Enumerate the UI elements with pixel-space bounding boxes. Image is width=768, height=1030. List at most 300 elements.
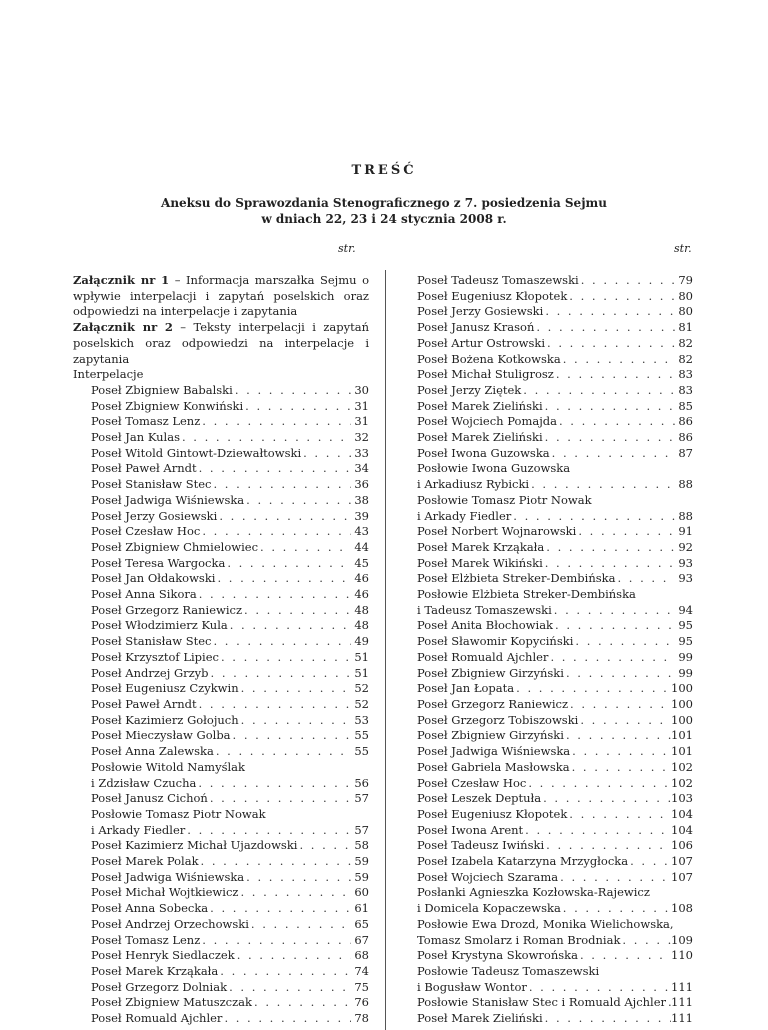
dot-leader <box>567 289 675 305</box>
toc-entry <box>73 933 369 949</box>
toc-entry <box>417 791 693 807</box>
toc-entry <box>417 383 693 399</box>
dot-leader <box>554 367 675 383</box>
dot-leader <box>553 618 675 634</box>
toc-entry-name: Poseł Zbigniew Konwiński <box>91 398 244 413</box>
toc-entry-page: 59 <box>354 854 369 869</box>
subtitle-line-1: Aneksu do Sprawozdania Stenograficznego z 7. posiedzenia Sejmu <box>161 196 607 210</box>
toc-entry-page: 51 <box>354 649 369 664</box>
toc-entry <box>417 666 693 682</box>
toc-entry-page: 49 <box>354 634 369 649</box>
toc-entry-name: Poseł Michał Stuligrosz <box>417 367 554 382</box>
page-column-header-left: str. <box>338 242 356 255</box>
toc-entry-page: 60 <box>354 885 369 900</box>
toc-entry-page: 86 <box>678 430 693 445</box>
toc-entry-name: Poseł Marek Zieliński <box>417 430 543 445</box>
annex-paragraph <box>73 320 369 367</box>
toc-entry <box>417 980 693 996</box>
toc-entry-name: i Arkady Fiedler <box>91 822 186 837</box>
toc-entry-name: i Tadeusz Tomaszewski <box>417 602 552 617</box>
toc-entry-page: 52 <box>354 681 369 696</box>
toc-entry-name: Poseł Janusz Cichoń <box>91 791 208 806</box>
toc-entry <box>417 854 693 870</box>
toc-entry <box>73 571 369 587</box>
toc-entry <box>417 273 693 289</box>
toc-entry-page: 55 <box>354 728 369 743</box>
toc-entry-page: 38 <box>354 492 369 507</box>
toc-entry-page: 101 <box>671 744 693 759</box>
toc-entry <box>73 776 369 792</box>
toc-entry-page: 30 <box>354 382 369 397</box>
toc-entry <box>73 509 369 525</box>
toc-entry-page: 52 <box>354 696 369 711</box>
dot-leader <box>568 697 671 713</box>
toc-entry-page: 107 <box>671 869 693 884</box>
toc-entry <box>73 713 369 729</box>
toc-entry <box>417 634 693 650</box>
page-column-header-right: str. <box>674 242 692 255</box>
toc-entry-name: Poseł Grzegorz Raniewicz <box>417 696 569 711</box>
toc-entry <box>73 603 369 619</box>
toc-entry <box>417 336 693 352</box>
toc-entry <box>417 807 693 823</box>
toc-entry-name: Poseł Krzysztof Lipiec <box>91 649 219 664</box>
toc-entry-name: Poseł Tadeusz Tomaszewski <box>417 273 579 287</box>
toc-entry-name: Poseł Marek Wikiński <box>417 555 543 570</box>
toc-entry-name: Poseł Romuald Ajchler <box>417 649 549 664</box>
toc-entry <box>73 430 369 446</box>
toc-entry-name: Poseł Kazimierz Michał Ujazdowski <box>91 838 298 853</box>
toc-entry-page: 51 <box>354 665 369 680</box>
toc-entry-name: Poseł Tomasz Lenz <box>91 932 201 947</box>
toc-entry-name: Poseł Czesław Hoc <box>417 775 527 790</box>
toc-entry-name: Poseł Gabriela Masłowska <box>417 759 570 774</box>
toc-entry <box>417 681 693 697</box>
toc-entry <box>417 461 693 477</box>
toc-entry <box>417 838 693 854</box>
toc-entry-page: 91 <box>678 524 693 539</box>
toc-entry-name: Poseł Tomasz Lenz <box>91 414 201 429</box>
toc-entry-name: Poseł Romuald Ajchler <box>91 1011 223 1026</box>
dot-leader <box>238 885 351 901</box>
dot-leader <box>225 556 351 572</box>
toc-entry-page: 82 <box>678 335 693 350</box>
toc-entry-name: Poseł Włodzimierz Kula <box>91 618 228 633</box>
toc-entry-name: Poseł Jadwiga Wiśniewska <box>91 492 245 507</box>
dot-leader <box>233 383 351 399</box>
toc-entry <box>417 885 693 901</box>
toc-entry-name: Poseł Artur Ostrowski <box>417 335 546 350</box>
toc-entry <box>73 697 369 713</box>
dot-leader <box>521 383 675 399</box>
toc-entry <box>417 367 693 383</box>
dot-leader <box>544 838 671 854</box>
toc-entry <box>417 524 693 540</box>
toc-entry-name: Poseł Zbigniew Girzyński <box>417 728 564 743</box>
toc-entry-name: Poseł Izabela Katarzyna Mrzygłocka <box>417 854 629 869</box>
dot-leader <box>200 524 351 540</box>
dot-leader <box>301 446 351 462</box>
dot-leader <box>219 650 351 666</box>
dot-leader <box>541 791 671 807</box>
toc-entry-page: 83 <box>678 382 693 397</box>
toc-entry <box>73 948 369 964</box>
toc-entry <box>73 681 369 697</box>
toc-entry-name: Poseł Krystyna Skowrońska <box>417 948 578 963</box>
dot-leader <box>523 823 671 839</box>
annex-label: Załącznik nr 1 <box>73 273 170 287</box>
toc-entry-name: Poseł Jan Kulas <box>91 430 180 445</box>
dot-leader <box>620 933 671 949</box>
toc-entry-name: Posłowie Witold Namyślak <box>91 759 245 774</box>
toc-entry <box>417 509 693 525</box>
toc-entry <box>73 634 369 650</box>
toc-entry <box>417 304 693 320</box>
document-subtitle <box>0 195 768 227</box>
toc-entry <box>73 493 369 509</box>
toc-entry <box>417 352 693 368</box>
toc-entry <box>73 854 369 870</box>
toc-entry <box>417 823 693 839</box>
toc-entry <box>73 964 369 980</box>
dot-leader <box>558 870 671 886</box>
toc-entry-name: Poseł Jadwiga Wiśniewska <box>91 869 245 884</box>
toc-entry <box>73 618 369 634</box>
toc-entry <box>73 980 369 996</box>
toc-entry-name: Poseł Sławomir Kopyciński <box>417 634 574 649</box>
dot-leader <box>578 948 671 964</box>
page-title: TREŚĆ <box>351 163 417 178</box>
dot-leader <box>197 461 351 477</box>
toc-entry-page: 31 <box>354 398 369 413</box>
dot-leader <box>543 304 675 320</box>
dot-leader <box>557 414 675 430</box>
dot-leader <box>244 493 351 509</box>
dot-leader <box>514 681 671 697</box>
toc-entry <box>73 760 369 776</box>
column-divider <box>385 270 386 1030</box>
toc-entry-page: 46 <box>354 571 369 586</box>
toc-entry-name: Posłowie Tomasz Piotr Nowak <box>91 806 266 821</box>
toc-entry <box>417 603 693 619</box>
toc-entries-right <box>417 273 693 1027</box>
toc-entry-page: 111 <box>671 979 693 994</box>
toc-entry-name: Posłowie Iwona Guzowska <box>417 461 571 476</box>
toc-entry-page: 100 <box>671 712 693 727</box>
toc-entry <box>73 524 369 540</box>
dot-leader <box>231 728 351 744</box>
toc-entry-name: Poseł Marek Zieliński <box>417 398 543 413</box>
toc-entry-page: 80 <box>678 304 693 319</box>
toc-entry-name: Poseł Henryk Siedlaczek <box>91 948 235 963</box>
toc-entry <box>417 697 693 713</box>
toc-entry-name: Poseł Bożena Kotkowska <box>417 351 561 366</box>
toc-entry <box>417 933 693 949</box>
dot-leader <box>526 776 671 792</box>
dot-leader <box>200 414 351 430</box>
toc-entry <box>417 917 693 933</box>
dot-leader <box>511 509 675 525</box>
toc-entry-name: Poseł Marek Krząkała <box>91 963 219 978</box>
toc-entry-page: 80 <box>678 288 693 303</box>
dot-leader <box>208 791 351 807</box>
toc-entry-page: 93 <box>678 571 693 586</box>
toc-left-column <box>73 273 369 1027</box>
toc-entry-name: Posłowie Stanisław Stec i Romuald Ajchler <box>417 995 667 1010</box>
annex-text: – Teksty interpelacji i zapytań poselskich oraz odpowiedzi na interpelacje i zapytania <box>73 320 369 366</box>
dot-leader <box>235 948 351 964</box>
toc-entry-page: 94 <box>678 602 693 617</box>
toc-entry <box>417 744 693 760</box>
dot-leader <box>197 697 351 713</box>
dot-leader <box>561 901 671 917</box>
toc-entry-name: Poseł Kazimierz Gołojuch <box>91 712 239 727</box>
toc-entry-page: 55 <box>354 744 369 759</box>
toc-entry <box>417 556 693 572</box>
annex-paragraph <box>73 273 369 320</box>
dot-leader <box>185 823 351 839</box>
annex-text: – Informacja marszałka Sejmu o wpływie interpelacji i zapytań poselskich oraz odpowiedzi na interpelacje i zapytania <box>73 273 370 319</box>
toc-entry-page: 100 <box>671 696 693 711</box>
toc-entry <box>417 540 693 556</box>
toc-entry <box>417 760 693 776</box>
toc-entry-page: 48 <box>354 618 369 633</box>
toc-entry-page: 48 <box>354 602 369 617</box>
toc-entry-name: Poseł Jan Łopata <box>417 681 515 696</box>
dot-leader <box>544 540 675 556</box>
dot-leader <box>564 728 671 744</box>
toc-entries-left <box>73 383 369 1027</box>
toc-entry-page: 86 <box>678 414 693 429</box>
dot-leader <box>564 666 675 682</box>
dot-leader <box>208 901 351 917</box>
toc-entry-page: 79 <box>678 273 693 287</box>
toc-entry-page: 34 <box>354 461 369 476</box>
toc-entry-name: Poseł Leszek Deptuła <box>417 791 542 806</box>
toc-entry-page: 95 <box>678 618 693 633</box>
dot-leader <box>196 776 351 792</box>
toc-entry <box>73 744 369 760</box>
toc-entry-name: Poseł Marek Polak <box>91 854 199 869</box>
toc-entry-name: Poseł Paweł Arndt <box>91 696 197 711</box>
toc-entry-name: Posłowie Tadeusz Tomaszewski <box>417 963 600 978</box>
dot-leader <box>548 650 675 666</box>
toc-entry-name: Poseł Grzegorz Dolniak <box>91 979 228 994</box>
toc-entry <box>417 571 693 587</box>
dot-leader <box>258 540 351 556</box>
toc-entry <box>73 901 369 917</box>
toc-entry-page: 81 <box>678 320 693 335</box>
toc-entry <box>417 1011 693 1027</box>
toc-entry-name: Poseł Jerzy Gosiewski <box>91 508 218 523</box>
toc-entry-name: i Bogusław Wontor <box>417 979 527 994</box>
toc-entry <box>417 901 693 917</box>
toc-entry-page: 99 <box>678 649 693 664</box>
toc-entry-name: Posłowie Ewa Drozd, Monika Wielichowska, <box>417 916 674 931</box>
toc-entry-name: Poseł Zbigniew Chmielowiec <box>91 539 259 554</box>
toc-entry <box>417 728 693 744</box>
toc-entry <box>417 399 693 415</box>
dot-leader <box>200 933 351 949</box>
toc-entry-page: 110 <box>671 948 693 963</box>
toc-entry <box>73 556 369 572</box>
toc-entry-name: i Arkadiusz Rybicki <box>417 477 530 492</box>
toc-entry-page: 85 <box>678 398 693 413</box>
toc-entry <box>73 446 369 462</box>
dot-leader <box>199 854 351 870</box>
toc-entry-name: Poseł Tadeusz Iwiński <box>417 838 545 853</box>
toc-entry-page: 78 <box>354 1011 369 1026</box>
toc-entry-page: 82 <box>678 351 693 366</box>
toc-entry-page: 99 <box>678 665 693 680</box>
dot-leader <box>244 870 351 886</box>
toc-entry-name: Poseł Eugeniusz Czykwin <box>91 681 239 696</box>
toc-entry-name: Posłanki Agnieszka Kozłowska-Rajewicz <box>417 885 650 900</box>
toc-entry-page: 43 <box>354 524 369 539</box>
dot-leader <box>243 399 351 415</box>
toc-entry <box>73 870 369 886</box>
toc-entry <box>73 791 369 807</box>
toc-entry <box>417 320 693 336</box>
toc-entry-name: i Arkady Fiedler <box>417 508 512 523</box>
toc-entry-page: 107 <box>671 854 693 869</box>
toc-entry-page: 46 <box>354 587 369 602</box>
toc-entry-page: 102 <box>671 759 693 774</box>
dot-leader <box>578 713 671 729</box>
toc-entry-page: 61 <box>354 901 369 916</box>
toc-entry <box>73 1011 369 1027</box>
dot-leader <box>249 917 351 933</box>
toc-entry-page: 111 <box>671 1011 693 1026</box>
toc-entry <box>73 540 369 556</box>
dot-leader <box>297 838 351 854</box>
dot-leader <box>222 1011 351 1027</box>
toc-entry-name: Poseł Grzegorz Raniewicz <box>91 602 243 617</box>
dot-leader <box>242 603 351 619</box>
toc-entry-name: Poseł Anita Błochowiak <box>417 618 554 633</box>
toc-entry-page: 53 <box>354 712 369 727</box>
toc-entry-name: Poseł Zbigniew Girzyński <box>417 665 564 680</box>
toc-entry-page: 106 <box>671 838 693 853</box>
toc-entry <box>73 728 369 744</box>
dot-leader <box>214 744 351 760</box>
toc-entry-name: Poseł Jerzy Gosiewski <box>417 304 544 319</box>
toc-entry-name: Poseł Eugeniusz Kłopotek <box>417 806 568 821</box>
toc-entry-name: Poseł Andrzej Grzyb <box>91 665 209 680</box>
toc-entry <box>73 587 369 603</box>
toc-entry <box>417 493 693 509</box>
toc-entry-name: Poseł Janusz Krasoń <box>417 320 535 335</box>
toc-entry <box>73 807 369 823</box>
toc-entry-name: Poseł Jan Ołdakowski <box>91 571 216 586</box>
toc-entry-page: 88 <box>678 477 693 492</box>
toc-entry-name: Poseł Mieczysław Golba <box>91 728 231 743</box>
toc-entry-name: Poseł Anna Sobecka <box>91 901 209 916</box>
toc-entry <box>73 383 369 399</box>
toc-entry-name: Poseł Grzegorz Tobiszowski <box>417 712 579 727</box>
toc-entry-name: Poseł Norbert Wojnarowski <box>417 524 577 539</box>
toc-entry <box>417 618 693 634</box>
toc-entry-page: 103 <box>671 791 693 806</box>
dot-leader <box>543 1011 671 1027</box>
toc-entry-name: Poseł Elżbieta Streker-Dembińska <box>417 571 616 586</box>
dot-leader <box>543 399 675 415</box>
dot-leader <box>252 995 351 1011</box>
toc-entry <box>417 477 693 493</box>
toc-entry-name: Poseł Zbigniew Matuszczak <box>91 995 253 1010</box>
toc-entry <box>417 650 693 666</box>
toc-entry <box>73 477 369 493</box>
toc-entry <box>417 713 693 729</box>
dot-leader <box>217 509 351 525</box>
toc-entry-page: 39 <box>354 508 369 523</box>
toc-entry-page: 31 <box>354 414 369 429</box>
toc-entry-name: Poseł Paweł Arndt <box>91 461 197 476</box>
toc-entry-name: Poseł Witold Gintowt-Dziewałtowski <box>91 445 302 460</box>
toc-entry-page: 76 <box>354 995 369 1010</box>
dot-leader <box>576 524 675 540</box>
toc-entry-name: Poseł Jadwiga Wiśniewska <box>417 744 571 759</box>
toc-entry-name: Poseł Marek Zieliński <box>417 1011 543 1026</box>
toc-entry-page: 74 <box>354 963 369 978</box>
toc-entry <box>417 446 693 462</box>
toc-entry <box>417 289 693 305</box>
toc-entry <box>417 430 693 446</box>
toc-entry-page: 44 <box>354 539 369 554</box>
toc-entry-page: 111 <box>671 995 693 1010</box>
toc-entry-name: Poseł Jerzy Ziętek <box>417 382 522 397</box>
dot-leader <box>529 477 675 493</box>
section-label: Interpelacje <box>73 367 144 382</box>
toc-entry-name: i Domicela Kopaczewska <box>417 901 561 916</box>
toc-entry-page: 104 <box>671 806 693 821</box>
annex-label: Załącznik nr 2 <box>73 320 173 335</box>
toc-entry <box>73 399 369 415</box>
toc-entry-page: 88 <box>678 508 693 523</box>
toc-entry-page: 65 <box>354 916 369 931</box>
toc-entry <box>73 461 369 477</box>
dot-leader <box>615 571 675 587</box>
toc-entry-page: 102 <box>671 775 693 790</box>
dot-leader <box>239 681 351 697</box>
toc-entry-page: 32 <box>354 430 369 445</box>
toc-entry-name: Poseł Eugeniusz Kłopotek <box>417 288 568 303</box>
toc-right-column <box>417 273 693 1027</box>
dot-leader <box>218 964 351 980</box>
toc-entry-page: 33 <box>354 445 369 460</box>
toc-entry-page: 58 <box>354 838 369 853</box>
dot-leader <box>573 634 675 650</box>
dot-leader <box>543 556 675 572</box>
toc-entry <box>73 995 369 1011</box>
toc-entry <box>73 414 369 430</box>
toc-entry-name: Poseł Stanisław Stec <box>91 634 212 649</box>
toc-entry-name: Poseł Zbigniew Babalski <box>91 382 233 397</box>
toc-entry-name: Poseł Iwona Guzowska <box>417 445 550 460</box>
toc-entry-name: Poseł Anna Sikora <box>91 587 197 602</box>
toc-entry-name: Poseł Iwona Arent <box>417 822 524 837</box>
toc-entry-name: Posłowie Elżbieta Streker-Dembińska <box>417 587 636 602</box>
subtitle-line-2: w dniach 22, 23 i 24 stycznia 2008 r. <box>261 212 507 226</box>
toc-entry-page: 108 <box>671 901 693 916</box>
toc-entry <box>417 776 693 792</box>
toc-entry <box>73 885 369 901</box>
toc-entry <box>73 666 369 682</box>
toc-entry <box>417 870 693 886</box>
dot-leader <box>550 446 675 462</box>
toc-entry-name: Poseł Michał Wojtkiewicz <box>91 885 239 900</box>
toc-entry-name: Tomasz Smolarz i Roman Brodniak <box>417 932 621 947</box>
